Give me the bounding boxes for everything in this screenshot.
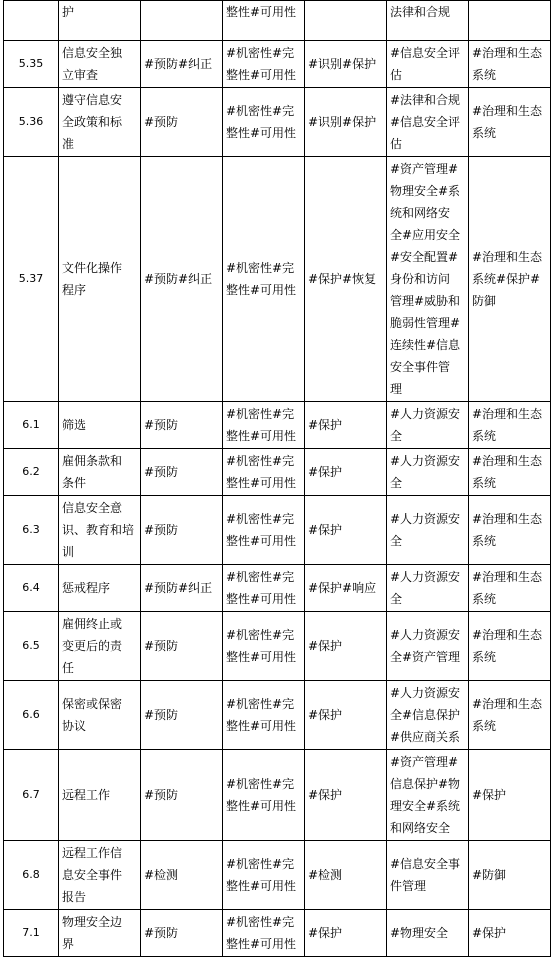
cell-text-line: 条件 [62,476,87,490]
cell-text-line: 信息安全独 [62,46,123,60]
cell-control-name [59,88,141,157]
cell-text-line: #预防 [144,418,179,432]
cell-control-id: 6.3 [4,496,59,565]
cell-text-line: #治理和生态 [472,512,543,526]
cell-text-line: #检测 [308,868,343,882]
cell-text-line: #机密性#完 [226,512,295,526]
cell-text-line: #治理和生态 [472,628,543,642]
cell-control-id: 5.36 [4,88,59,157]
cell-text-line: #人力资源安 [390,454,461,468]
cell-text-line: #机密性#完 [226,407,295,421]
cell-text-line: 惩戒程序 [62,581,111,595]
cell-operational-capabilities [387,612,469,681]
cell-text-line: 系统 [472,68,497,82]
cell-control-id: 6.8 [4,841,59,910]
cell-security-domains [469,496,551,565]
cell-text-line: 协议 [62,719,87,733]
cell-text-line: 整性#可用性 [226,5,297,19]
cell-text-line: #保护 [308,465,343,479]
cell-security-properties [223,41,305,88]
cell-text-line: #机密性#完 [226,628,295,642]
cell-control-name [59,449,141,496]
cell-control-name [59,841,141,910]
cell-text-line: #信息安全事 [390,857,461,871]
cell-text-line: 训 [62,545,75,559]
cell-text-line: #保护#恢复 [308,272,377,286]
cell-text-line: #保护 [308,708,343,722]
cell-text-line: 全#资产管理 [390,650,461,664]
cell-security-domains [469,612,551,681]
cell-text-line: 整性#可用性 [226,937,297,951]
cell-text-line: #机密性#完 [226,857,295,871]
cell-control-type [141,41,223,88]
cell-control-type [141,496,223,565]
cell-control-type [141,1,223,41]
cell-text-line: #保护 [472,788,507,802]
table-row [4,681,551,750]
cell-cybersecurity-concepts [305,841,387,910]
cell-text-line: 法律和合规 [390,5,451,19]
cell-text-line: #预防 [144,926,179,940]
cell-text-line: 整性#可用性 [226,534,297,548]
cell-text-line: 全#应用安全 [390,228,461,242]
cell-text-line: 整性#可用性 [226,799,297,813]
cell-text-line: 系统 [472,650,497,664]
cell-security-properties [223,565,305,612]
cell-operational-capabilities [387,496,469,565]
cell-text-line: #预防#纠正 [144,581,213,595]
cell-cybersecurity-concepts [305,41,387,88]
cell-text-line: 程序 [62,283,87,297]
cell-operational-capabilities [387,681,469,750]
table-row [4,910,551,957]
cell-security-domains [469,681,551,750]
cell-text-line: #机密性#完 [226,570,295,584]
controls-table [3,0,551,957]
cell-text-line: #治理和生态 [472,570,543,584]
cell-text-line: 护 [62,5,75,19]
cell-security-properties [223,841,305,910]
cell-cybersecurity-concepts [305,88,387,157]
cell-operational-capabilities [387,88,469,157]
table-row [4,565,551,612]
cell-text-line: 息安全事件 [62,868,123,882]
cell-control-id: 6.4 [4,565,59,612]
cell-text-line: 系统 [472,534,497,548]
table-row [4,496,551,565]
cell-text-line: #预防#纠正 [144,272,213,286]
cell-text-line: #识别#保护 [308,115,377,129]
cell-text-line: 整性#可用性 [226,68,297,82]
cell-text-line: 系统 [472,429,497,443]
cell-text-line: #供应商关系 [390,730,461,744]
cell-cybersecurity-concepts [305,1,387,41]
cell-cybersecurity-concepts [305,681,387,750]
cell-text-line: 理安全#系统 [390,799,461,813]
cell-security-domains [469,1,551,41]
cell-text-line: #检测 [144,868,179,882]
cell-text-line: 全 [390,429,403,443]
cell-control-type [141,612,223,681]
cell-text-line: 保密或保密 [62,697,123,711]
cell-text-line: 遵守信息安 [62,93,123,107]
cell-operational-capabilities [387,565,469,612]
cell-security-domains [469,750,551,841]
cell-cybersecurity-concepts [305,449,387,496]
cell-operational-capabilities [387,910,469,957]
cell-security-properties [223,910,305,957]
cell-security-domains [469,402,551,449]
cell-text-line: 识、教育和培 [62,523,135,537]
cell-text-line: 报告 [62,890,87,904]
cell-control-type [141,681,223,750]
cell-text-line: #预防#纠正 [144,57,213,71]
cell-text-line: #保护 [308,788,343,802]
cell-text-line: #人力资源安 [390,628,461,642]
cell-control-name [59,1,141,41]
cell-text-line: #人力资源安 [390,686,461,700]
cell-text-line: #预防 [144,115,179,129]
cell-control-name [59,750,141,841]
cell-text-line: 筛选 [62,418,87,432]
cell-text-line: #机密性#完 [226,46,295,60]
cell-operational-capabilities [387,449,469,496]
cell-text-line: #机密性#完 [226,697,295,711]
cell-operational-capabilities [387,1,469,41]
cell-text-line: #机密性#完 [226,915,295,929]
cell-text-line: 物理安全边 [62,915,123,929]
cell-text-line: 整性#可用性 [226,650,297,664]
cell-text-line: #保护 [308,523,343,537]
cell-text-line: #人力资源安 [390,570,461,584]
cell-text-line: 系统 [472,719,497,733]
cell-text-line: 全#信息保护 [390,708,461,722]
cell-text-line: 管理#威胁和 [390,294,461,308]
cell-text-line: #治理和生态 [472,407,543,421]
cell-text-line: 信息保护#物 [390,777,461,791]
table-row [4,402,551,449]
cell-security-domains [469,910,551,957]
cell-text-line: 文件化操作 [62,261,123,275]
cell-control-id: 7.1 [4,910,59,957]
cell-text-line: #保护 [308,639,343,653]
cell-cybersecurity-concepts [305,750,387,841]
cell-text-line: #信息安全评 [390,46,461,60]
table-row [4,449,551,496]
cell-text-line: #防御 [472,868,507,882]
cell-security-properties [223,681,305,750]
cell-cybersecurity-concepts [305,157,387,402]
cell-text-line: #识别#保护 [308,57,377,71]
cell-operational-capabilities [387,157,469,402]
cell-control-type [141,565,223,612]
cell-text-line: #预防 [144,465,179,479]
table-row [4,750,551,841]
cell-control-type [141,88,223,157]
cell-text-line: 整性#可用性 [226,476,297,490]
cell-security-domains [469,88,551,157]
cell-text-line: 整性#可用性 [226,283,297,297]
cell-operational-capabilities [387,41,469,88]
table-row [4,841,551,910]
cell-text-line: 和网络安全 [390,821,451,835]
cell-text-line: #机密性#完 [226,261,295,275]
cell-security-properties [223,750,305,841]
cell-security-domains [469,841,551,910]
cell-control-name [59,910,141,957]
cell-text-line: 任 [62,661,75,675]
cell-text-line: 脆弱性管理# [390,316,461,330]
cell-control-type [141,402,223,449]
cell-text-line: 系统 [472,126,497,140]
cell-operational-capabilities [387,402,469,449]
cell-cybersecurity-concepts [305,402,387,449]
cell-text-line: 远程工作信 [62,846,123,860]
cell-text-line: #保护 [308,418,343,432]
cell-control-type [141,841,223,910]
cell-security-domains [469,157,551,402]
cell-security-properties [223,449,305,496]
cell-text-line: 统和网络安 [390,206,451,220]
cell-control-id: 6.6 [4,681,59,750]
cell-text-line: #人力资源安 [390,407,461,421]
cell-text-line: 全 [390,476,403,490]
cell-text-line: #机密性#完 [226,454,295,468]
cell-text-line: 系统 [472,592,497,606]
cell-control-type [141,910,223,957]
cell-text-line: #机密性#完 [226,104,295,118]
cell-control-id: 5.35 [4,41,59,88]
table-row [4,157,551,402]
cell-text-line: #保护 [472,926,507,940]
table-row [4,612,551,681]
cell-control-id: 6.7 [4,750,59,841]
cell-text-line: 远程工作 [62,788,111,802]
cell-text-line: 理 [390,382,403,396]
cell-text-line: 系统#保护# [472,272,541,286]
cell-text-line: #治理和生态 [472,697,543,711]
cell-text-line: #资产管理# [390,755,459,769]
cell-cybersecurity-concepts [305,612,387,681]
cell-text-line: 整性#可用性 [226,429,297,443]
cell-text-line: 整性#可用性 [226,719,297,733]
cell-text-line: #人力资源安 [390,512,461,526]
cell-text-line: #治理和生态 [472,104,543,118]
cell-security-properties [223,496,305,565]
cell-text-line: 估 [390,68,403,82]
cell-text-line: 界 [62,937,75,951]
cell-control-name [59,41,141,88]
cell-control-id: 5.37 [4,157,59,402]
cell-text-line: #保护#响应 [308,581,377,595]
table-row [4,1,551,41]
cell-text-line: #预防 [144,708,179,722]
cell-security-domains [469,41,551,88]
cell-operational-capabilities [387,750,469,841]
cell-text-line: 连续性#信息 [390,338,461,352]
cell-cybersecurity-concepts [305,565,387,612]
cell-text-line: 安全事件管 [390,360,451,374]
cell-text-line: 全 [390,592,403,606]
cell-control-id: 6.2 [4,449,59,496]
cell-operational-capabilities [387,841,469,910]
cell-text-line: #安全配置# [390,250,459,264]
cell-text-line: 整性#可用性 [226,879,297,893]
cell-control-id [4,1,59,41]
table-body [4,1,551,957]
cell-text-line: 整性#可用性 [226,126,297,140]
cell-control-type [141,750,223,841]
cell-control-id: 6.5 [4,612,59,681]
cell-text-line: #预防 [144,788,179,802]
cell-text-line: #治理和生态 [472,250,543,264]
cell-text-line: #治理和生态 [472,454,543,468]
cell-control-name [59,402,141,449]
cell-text-line: 雇佣终止或 [62,617,123,631]
cell-control-type [141,449,223,496]
cell-cybersecurity-concepts [305,910,387,957]
cell-text-line: 全 [390,534,403,548]
cell-control-name [59,496,141,565]
cell-text-line: 估 [390,137,403,151]
cell-text-line: 身份和访问 [390,272,451,286]
cell-security-properties [223,402,305,449]
cell-text-line: #信息安全评 [390,115,461,129]
cell-control-name [59,157,141,402]
cell-text-line: #法律和合规 [390,93,461,107]
cell-text-line: #治理和生态 [472,46,543,60]
cell-security-properties [223,612,305,681]
cell-text-line: 准 [62,137,75,151]
cell-security-properties [223,1,305,41]
cell-text-line: 整性#可用性 [226,592,297,606]
cell-security-properties [223,157,305,402]
cell-security-properties [223,88,305,157]
table-row [4,88,551,157]
cell-text-line: #预防 [144,639,179,653]
cell-text-line: 件管理 [390,879,427,893]
cell-security-domains [469,449,551,496]
cell-text-line: 全政策和标 [62,115,123,129]
cell-text-line: 系统 [472,476,497,490]
cell-control-name [59,565,141,612]
cell-control-type [141,157,223,402]
cell-control-name [59,612,141,681]
cell-text-line: #保护 [308,926,343,940]
cell-security-domains [469,565,551,612]
cell-text-line: 雇佣条款和 [62,454,123,468]
cell-text-line: 立审查 [62,68,99,82]
cell-text-line: 防御 [472,294,497,308]
cell-text-line: #预防 [144,523,179,537]
cell-control-name [59,681,141,750]
cell-text-line: 变更后的责 [62,639,123,653]
cell-text-line: #机密性#完 [226,777,295,791]
cell-control-id: 6.1 [4,402,59,449]
cell-text-line: #物理安全 [390,926,449,940]
cell-text-line: #资产管理# [390,162,459,176]
cell-text-line: 信息安全意 [62,501,123,515]
table-row [4,41,551,88]
cell-cybersecurity-concepts [305,496,387,565]
cell-text-line: 物理安全#系 [390,184,461,198]
